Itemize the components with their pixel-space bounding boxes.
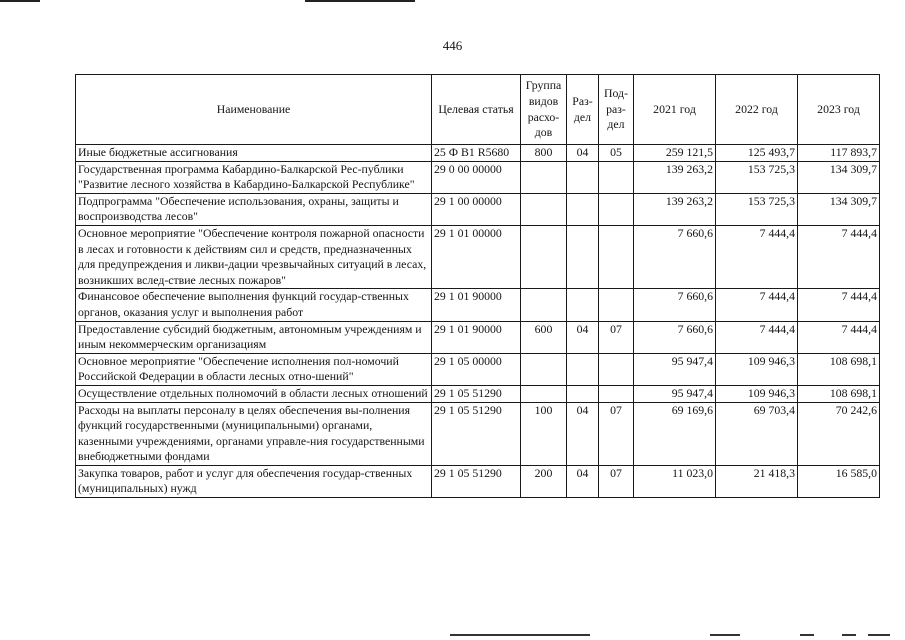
row-2021: 139 263,2 xyxy=(634,161,716,193)
row-2023: 70 242,6 xyxy=(798,402,880,465)
row-target: 29 0 00 00000 xyxy=(432,161,521,193)
row-2023: 7 444,4 xyxy=(798,225,880,288)
top-edge-rule xyxy=(305,0,415,2)
row-target: 29 1 05 51290 xyxy=(432,402,521,465)
row-2023: 134 309,7 xyxy=(798,193,880,225)
row-2022: 109 946,3 xyxy=(716,353,798,385)
row-2023: 16 585,0 xyxy=(798,465,880,497)
table-row xyxy=(76,145,880,162)
row-2023: 108 698,1 xyxy=(798,385,880,402)
row-2021: 95 947,4 xyxy=(634,353,716,385)
table-row xyxy=(76,385,880,402)
table-row xyxy=(76,161,880,193)
row-name: Предоставление субсидий бюджетным, автономным учреждениям и иным некоммерческим организациям xyxy=(76,321,432,353)
row-2022: 69 703,4 xyxy=(716,402,798,465)
bottom-edge-rule xyxy=(710,634,740,636)
column-header-subsection: Под-раз-дел xyxy=(599,75,634,145)
row-subsection xyxy=(599,225,634,288)
row-2021: 69 169,6 xyxy=(634,402,716,465)
row-target: 25 Ф В1 R5680 xyxy=(432,145,521,162)
row-group xyxy=(521,353,567,385)
row-2023: 117 893,7 xyxy=(798,145,880,162)
row-subsection: 07 xyxy=(599,321,634,353)
row-subsection xyxy=(599,353,634,385)
row-name: Осуществление отдельных полномочий в области лесных отношений xyxy=(76,385,432,402)
row-target: 29 1 05 51290 xyxy=(432,465,521,497)
row-2022: 125 493,7 xyxy=(716,145,798,162)
row-group xyxy=(521,225,567,288)
table-row xyxy=(76,465,880,497)
row-group: 600 xyxy=(521,321,567,353)
row-2021: 95 947,4 xyxy=(634,385,716,402)
row-group: 200 xyxy=(521,465,567,497)
row-name: Иные бюджетные ассигнования xyxy=(76,145,432,162)
row-section xyxy=(567,385,599,402)
row-target: 29 1 05 51290 xyxy=(432,385,521,402)
row-2021: 11 023,0 xyxy=(634,465,716,497)
row-group: 800 xyxy=(521,145,567,162)
row-group: 100 xyxy=(521,402,567,465)
column-header-2021: 2021 год xyxy=(634,75,716,145)
row-section xyxy=(567,193,599,225)
row-target: 29 1 00 00000 xyxy=(432,193,521,225)
table-row xyxy=(76,193,880,225)
row-2023: 108 698,1 xyxy=(798,353,880,385)
column-header-target: Целевая статья xyxy=(432,75,521,145)
row-2022: 153 725,3 xyxy=(716,161,798,193)
row-section: 04 xyxy=(567,402,599,465)
row-subsection: 07 xyxy=(599,402,634,465)
row-target: 29 1 05 00000 xyxy=(432,353,521,385)
row-2021: 7 660,6 xyxy=(634,321,716,353)
row-group xyxy=(521,385,567,402)
table-row xyxy=(76,225,880,288)
row-target: 29 1 01 90000 xyxy=(432,289,521,321)
row-2021: 139 263,2 xyxy=(634,193,716,225)
bottom-edge-rule xyxy=(800,634,814,636)
row-2023: 7 444,4 xyxy=(798,321,880,353)
column-header-2022: 2022 год xyxy=(716,75,798,145)
row-name: Расходы на выплаты персоналу в целях обеспечения вы-полнения функций государственными (муниципальными) органами, казенными учреждениями, органами управле-ния государственными внебюджетными фондами xyxy=(76,402,432,465)
row-subsection: 07 xyxy=(599,465,634,497)
row-section xyxy=(567,353,599,385)
row-name: Основное мероприятие "Обеспечение исполнения пол-номочий Российской Федерации в области лесных отно-шений" xyxy=(76,353,432,385)
row-2023: 7 444,4 xyxy=(798,289,880,321)
row-2022: 21 418,3 xyxy=(716,465,798,497)
row-2022: 7 444,4 xyxy=(716,289,798,321)
row-section xyxy=(567,161,599,193)
row-2021: 7 660,6 xyxy=(634,289,716,321)
row-name: Закупка товаров, работ и услуг для обеспечения государ-ственных (муниципальных) нужд xyxy=(76,465,432,497)
row-group xyxy=(521,193,567,225)
row-group xyxy=(521,161,567,193)
row-2022: 109 946,3 xyxy=(716,385,798,402)
column-header-group: Группа видов расхо-дов xyxy=(521,75,567,145)
row-name: Государственная программа Кабардино-Балкарской Рес-публики "Развитие лесного хозяйства в Кабардино-Балкарской Республике" xyxy=(76,161,432,193)
table-row xyxy=(76,321,880,353)
row-section: 04 xyxy=(567,321,599,353)
row-subsection xyxy=(599,385,634,402)
budget-table xyxy=(75,74,880,498)
row-section xyxy=(567,225,599,288)
row-name: Основное мероприятие "Обеспечение контроля пожарной опасности в лесах и готовности к действиям сил и средств, предназначенных для предупреждения и ликви-дации чрезвычайных ситуаций в лесах, возникших вслед-ствие лесных пожаров" xyxy=(76,225,432,288)
top-edge-rule xyxy=(0,0,40,2)
row-2022: 7 444,4 xyxy=(716,321,798,353)
row-2022: 153 725,3 xyxy=(716,193,798,225)
table-row xyxy=(76,353,880,385)
column-header-name: Наименование xyxy=(76,75,432,145)
row-name: Подпрограмма "Обеспечение использования, охраны, защиты и воспроизводства лесов" xyxy=(76,193,432,225)
row-2022: 7 444,4 xyxy=(716,225,798,288)
row-section xyxy=(567,289,599,321)
table-row xyxy=(76,289,880,321)
row-group xyxy=(521,289,567,321)
row-section: 04 xyxy=(567,465,599,497)
page-number: 446 xyxy=(442,38,463,53)
row-target: 29 1 01 00000 xyxy=(432,225,521,288)
row-name: Финансовое обеспечение выполнения функций государ-ственных органов, оказания услуг и выполнения работ xyxy=(76,289,432,321)
row-subsection xyxy=(599,193,634,225)
row-2021: 7 660,6 xyxy=(634,225,716,288)
row-subsection xyxy=(599,289,634,321)
bottom-edge-rule xyxy=(842,634,856,636)
row-2021: 259 121,5 xyxy=(634,145,716,162)
table-header-row xyxy=(76,75,880,145)
row-target: 29 1 01 90000 xyxy=(432,321,521,353)
row-subsection: 05 xyxy=(599,145,634,162)
row-subsection xyxy=(599,161,634,193)
row-2023: 134 309,7 xyxy=(798,161,880,193)
column-header-2023: 2023 год xyxy=(798,75,880,145)
row-section: 04 xyxy=(567,145,599,162)
bottom-edge-rule xyxy=(868,634,890,636)
bottom-edge-rule xyxy=(450,634,590,636)
column-header-section: Раз-дел xyxy=(567,75,599,145)
table-row xyxy=(76,402,880,465)
